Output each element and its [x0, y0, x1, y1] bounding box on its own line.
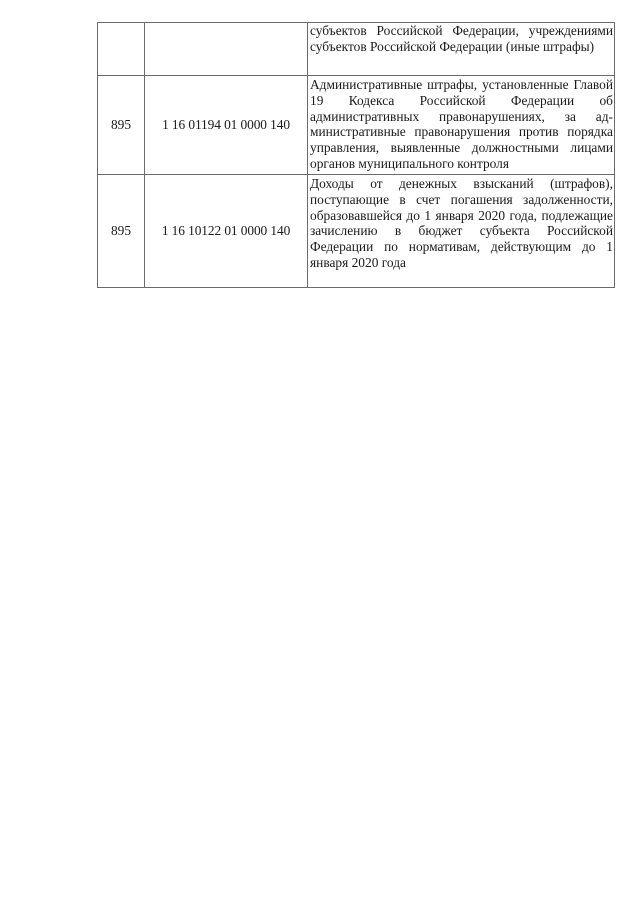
kbk-code-cell: 1 16 10122 01 0000 140	[145, 175, 308, 288]
income-codes-table	[97, 22, 615, 288]
admin-code-cell: 895	[98, 175, 145, 288]
income-name-cell: Доходы от денежных взысканий (штрафов), поступающие в счет погашения задолженности, образовавшейся до 1 января 2020 года, подлежащие зачислению в бюджет субъекта Российской Федерации по нормативам, действующим до 1 января 2020 года	[308, 175, 615, 288]
kbk-code-cell	[145, 23, 308, 76]
income-name-cell: субъектов Российской Федерации, учреждениями субъектов Российской Федерации (иные штрафы)	[308, 23, 615, 76]
table-row	[98, 23, 615, 76]
table-row	[98, 175, 615, 288]
admin-code-cell	[98, 23, 145, 76]
admin-code-cell: 895	[98, 76, 145, 175]
income-name-cell: Административные штрафы, установленные Главой 19 Кодекса Российской Федерации об административных правонарушениях, за административные правонарушения против порядка управления, выявленные должностными лицами органов муниципального контроля	[308, 76, 615, 175]
kbk-code-cell: 1 16 01194 01 0000 140	[145, 76, 308, 175]
table-row	[98, 76, 615, 175]
